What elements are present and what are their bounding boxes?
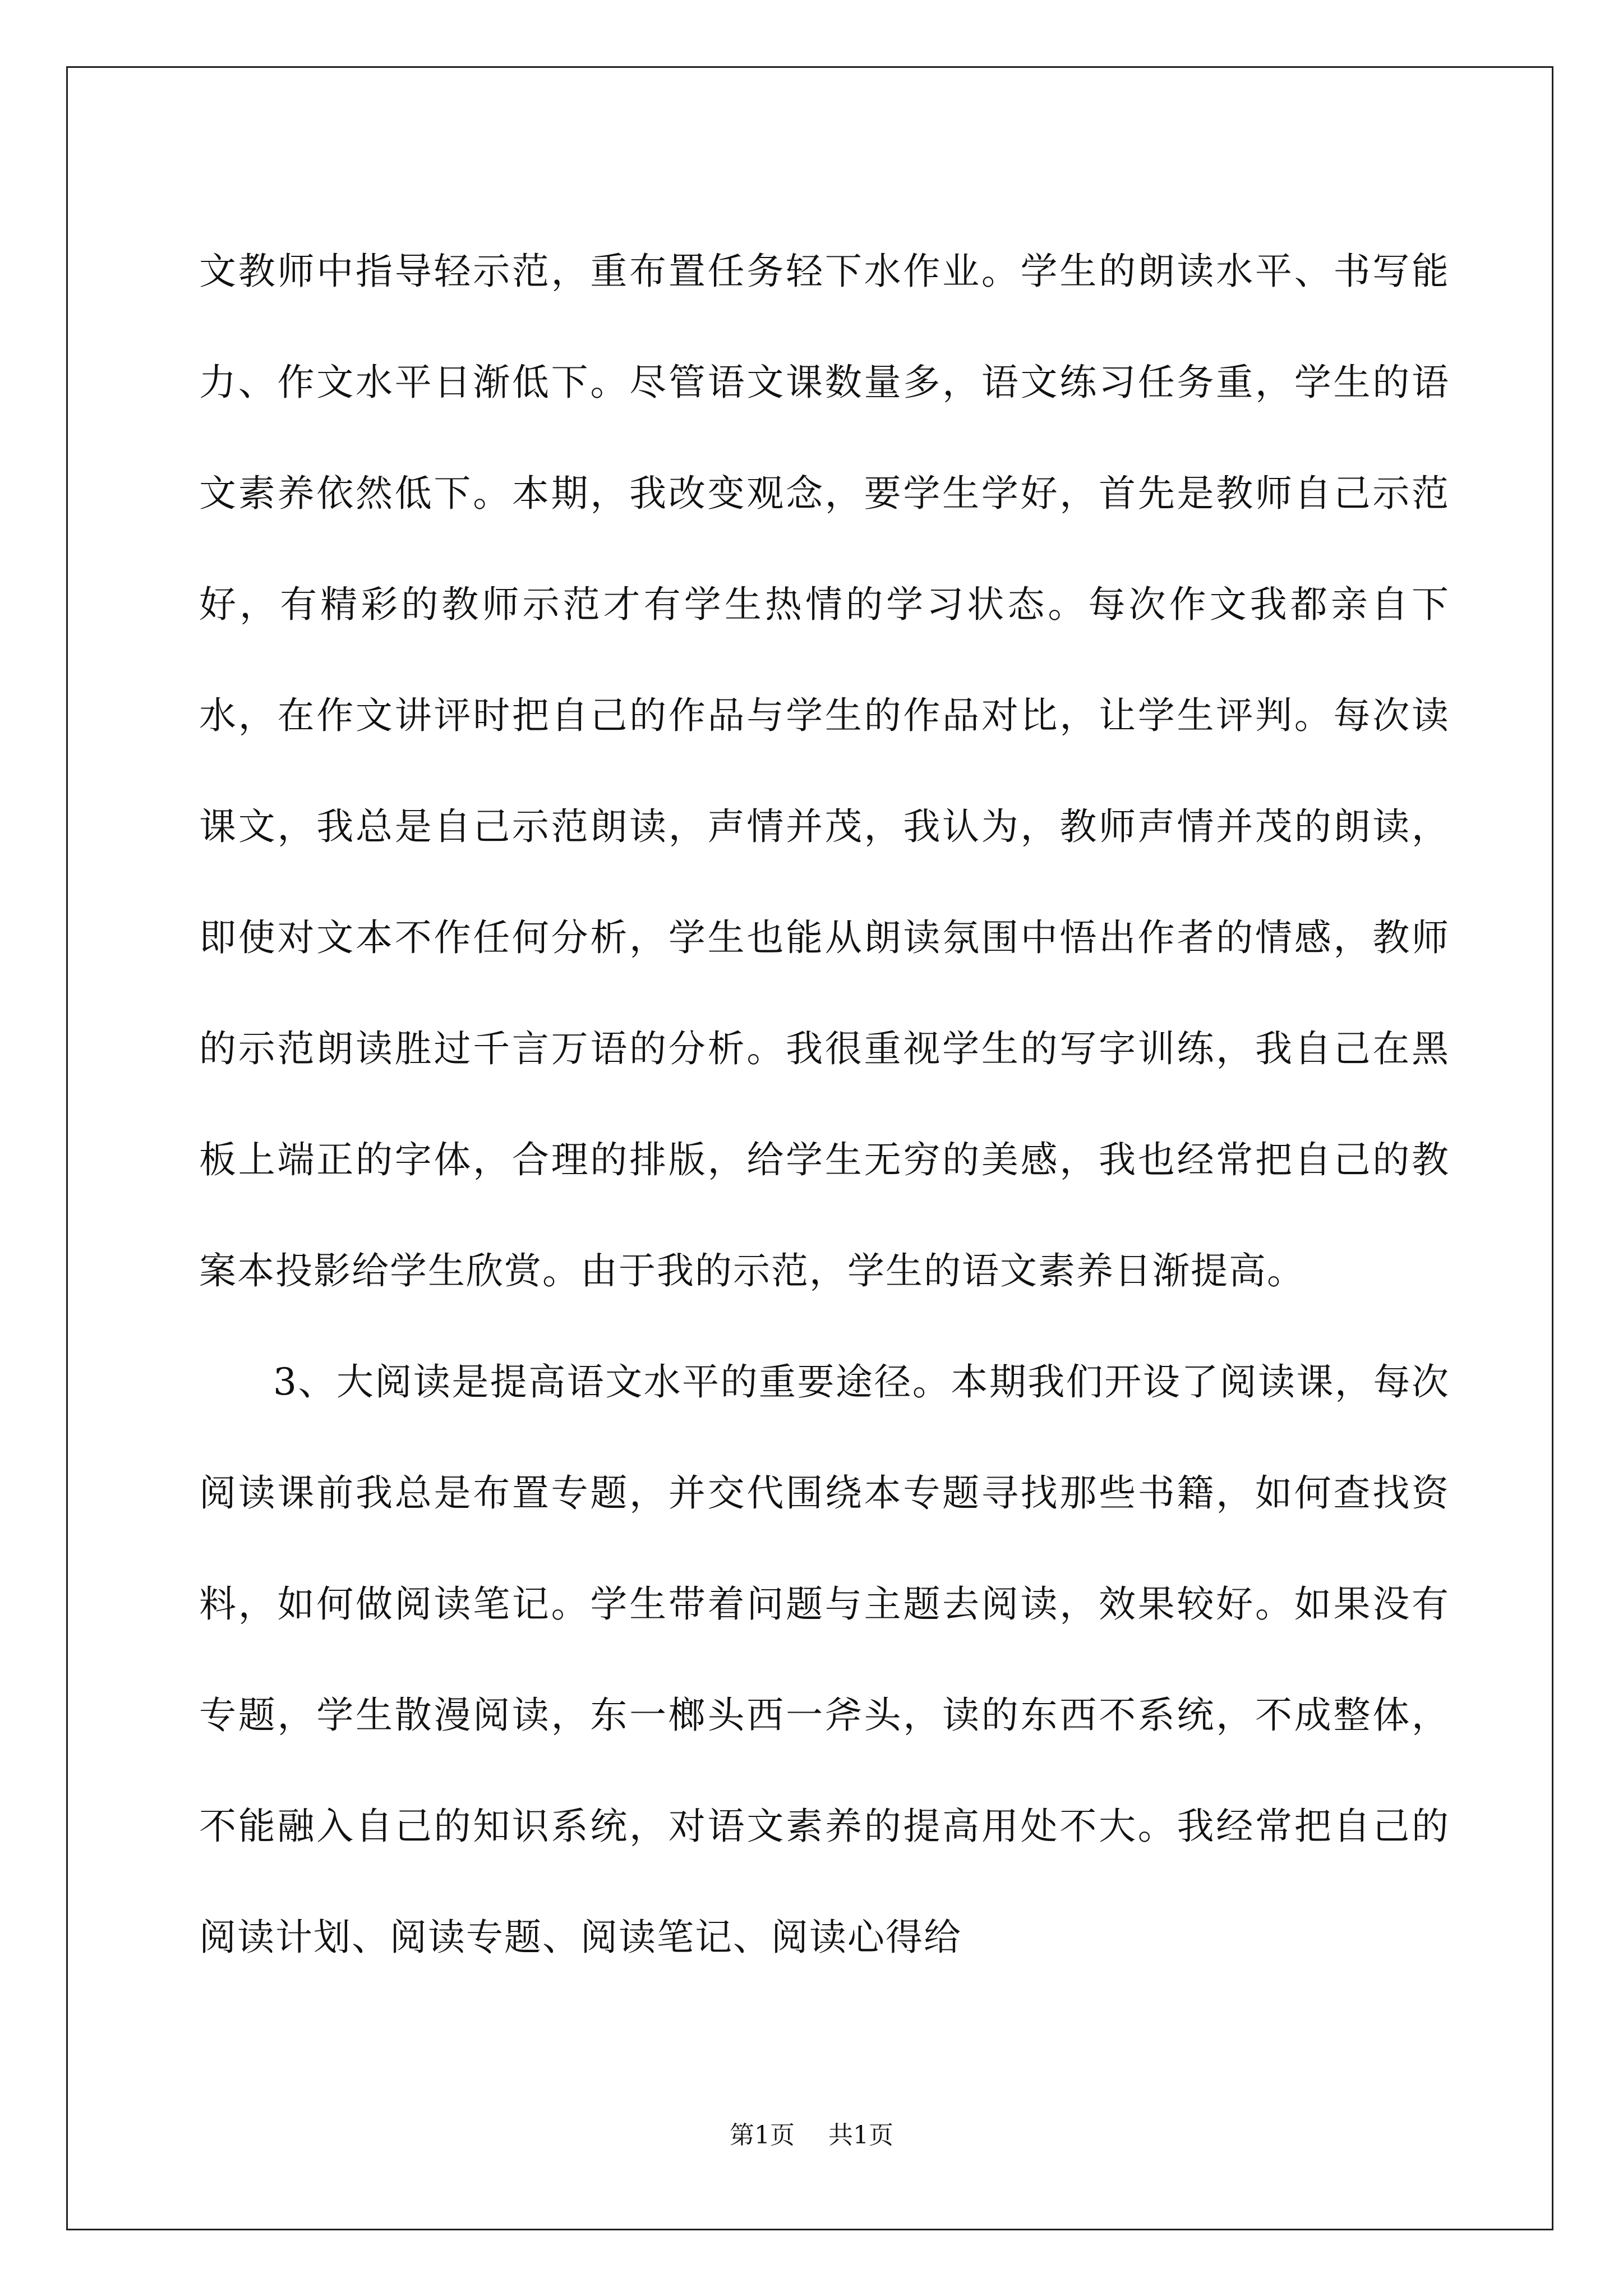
page-total: 共1页 — [828, 2121, 893, 2150]
page-number: 第1页 — [730, 2121, 795, 2150]
page-footer — [0, 2119, 1623, 2152]
document-body — [199, 216, 1450, 1993]
paragraph-continued: 文教师中指导轻示范，重布置任务轻下水作业。学生的朗读水平、书写能力、作文水平日渐低下。尽管语文课数量多，语文练习任务重，学生的语文素养依然低下。本期，我改变观念，要学生学好，首先是教师自己示范好，有精彩的教师示范才有学生热情的学习状态。每次作文我都亲自下水，在作文讲评时把自己的作品与学生的作品对比，让学生评判。每次读课文，我总是自己示范朗读，声情并茂，我认为，教师声情并茂的朗读，即使对文本不作任何分析，学生也能从朗读氛围中悟出作者的情感，教师的示范朗读胜过千言万语的分析。我很重视学生的写字训练，我自己在黑板上端正的字体，合理的排版，给学生无穷的美感，我也经常把自己的教案本投影给学生欣赏。由于我的示范，学生的语文素养日渐提高。 — [199, 250, 1450, 1292]
paragraph-3: 3、大阅读是提高语文水平的重要途径。本期我们开设了阅读课，每次阅读课前我总是布置专题，并交代围绕本专题寻找那些书籍，如何查找资料，如何做阅读笔记。学生带着问题与主题去阅读，效果较好。如果没有专题，学生散漫阅读，东一榔头西一斧头，读的东西不系统，不成整体，不能融入自己的知识系统，对语文素养的提高用处不大。我经常把自己的阅读计划、阅读专题、阅读笔记、阅读心得给 — [199, 1360, 1450, 1959]
